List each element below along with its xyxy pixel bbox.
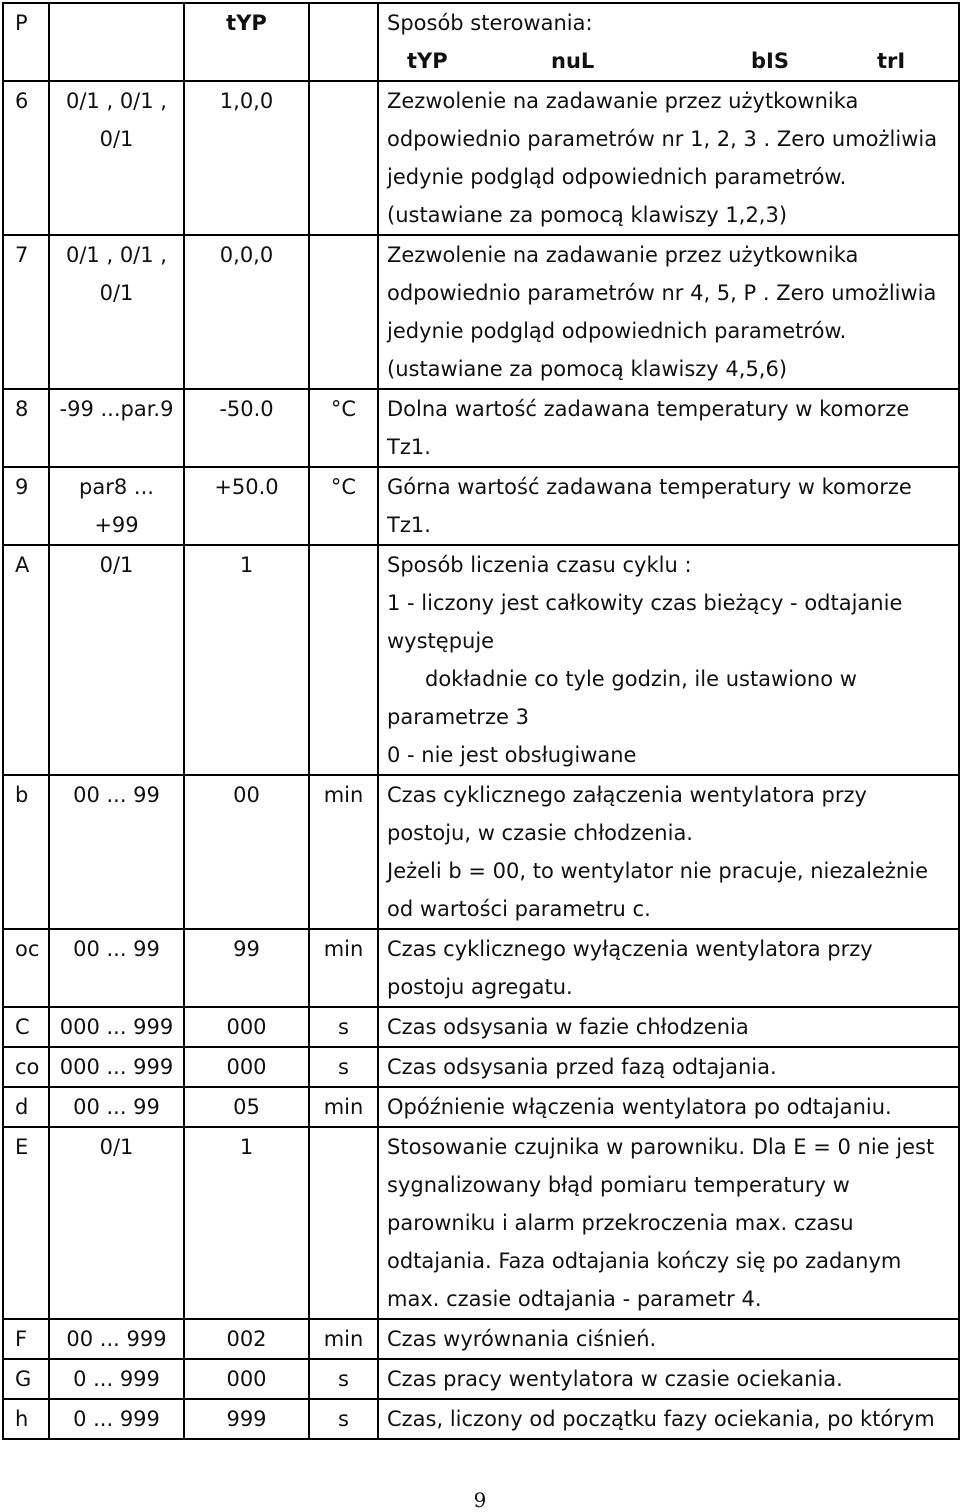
- description-line: Czas odsysania przed fazą odtajania.: [387, 1055, 777, 1079]
- param-description: [378, 81, 959, 235]
- param-range: [49, 1047, 184, 1087]
- range-line: 0/1: [99, 553, 134, 577]
- param-unit: s: [309, 1007, 378, 1047]
- param-range: [49, 1399, 184, 1439]
- mode-nul: nuL: [551, 49, 595, 73]
- description-line: od wartości parametru c.: [387, 897, 651, 921]
- header-row: [3, 3, 959, 81]
- description-line: dokładnie co tyle godzin, ile ustawiono w: [425, 667, 857, 691]
- param-description: [378, 1127, 959, 1319]
- range-line: 00 ... 99: [73, 1095, 160, 1119]
- header-param: P: [3, 3, 49, 81]
- param-range: [49, 929, 184, 1007]
- param-code: G: [3, 1359, 49, 1399]
- description-line: postoju, w czasie chłodzenia.: [387, 821, 693, 845]
- param-code: 7: [3, 235, 49, 389]
- param-description: [378, 1319, 959, 1359]
- param-code: F: [3, 1319, 49, 1359]
- param-unit: [309, 545, 378, 775]
- param-default: 999: [184, 1399, 309, 1439]
- description-line: sygnalizowany błąd pomiaru temperatury w: [387, 1173, 850, 1197]
- table-row: [3, 775, 959, 929]
- param-code: C: [3, 1007, 49, 1047]
- description-line: 1 - liczony jest całkowity czas bieżący - odtajanie: [387, 591, 903, 615]
- range-line: 000 ... 999: [59, 1015, 174, 1039]
- description-line: Opóźnienie włączenia wentylatora po odtajaniu.: [387, 1095, 892, 1119]
- range-line: 0/1: [99, 281, 134, 305]
- header-description-text: Sposób sterowania:: [387, 11, 593, 35]
- header-description: [378, 3, 959, 81]
- param-range: [49, 81, 184, 235]
- param-code: E: [3, 1127, 49, 1319]
- range-line: 0/1 , 0/1 ,: [66, 243, 167, 267]
- param-description: [378, 545, 959, 775]
- param-default: 99: [184, 929, 309, 1007]
- param-range: [49, 1087, 184, 1127]
- description-line: Dolna wartość zadawana temperatury w komorze: [387, 397, 910, 421]
- header-range: [49, 3, 184, 81]
- param-unit: °C: [309, 467, 378, 545]
- param-range: [49, 235, 184, 389]
- description-line: Jeżeli b = 00, to wentylator nie pracuje, niezależnie: [387, 859, 928, 883]
- mode-bis: bIS: [751, 49, 789, 73]
- param-unit: s: [309, 1399, 378, 1439]
- param-unit: min: [309, 929, 378, 1007]
- param-unit: min: [309, 1319, 378, 1359]
- param-description: [378, 929, 959, 1007]
- table-row: [3, 1127, 959, 1319]
- param-default: 05: [184, 1087, 309, 1127]
- table-row: [3, 929, 959, 1007]
- param-default: 00: [184, 775, 309, 929]
- range-line: par8 ...: [79, 475, 154, 499]
- description-line: występuje: [387, 629, 495, 653]
- description-line: max. czasie odtajania - parametr 4.: [387, 1287, 762, 1311]
- range-line: 000 ... 999: [59, 1055, 174, 1079]
- param-description: [378, 1047, 959, 1087]
- param-unit: s: [309, 1047, 378, 1087]
- table-row: [3, 1007, 959, 1047]
- description-line: Czas cyklicznego załączenia wentylatora przy: [387, 783, 867, 807]
- description-line: (ustawiane za pomocą klawiszy 1,2,3): [387, 203, 788, 227]
- param-default: 000: [184, 1007, 309, 1047]
- param-description: [378, 235, 959, 389]
- mode-typ: tYP: [407, 49, 448, 73]
- description-line: odpowiednio parametrów nr 1, 2, 3 . Zero umożliwia: [387, 127, 938, 151]
- description-line: jedynie podgląd odpowiednich parametrów.: [387, 319, 847, 343]
- param-code: b: [3, 775, 49, 929]
- description-line: Sposób liczenia czasu cyklu :: [387, 553, 692, 577]
- page-number: 9: [473, 1488, 487, 1512]
- param-code: 6: [3, 81, 49, 235]
- param-default: 000: [184, 1047, 309, 1087]
- description-line: parowniku i alarm przekroczenia max. czasu: [387, 1211, 854, 1235]
- param-unit: s: [309, 1359, 378, 1399]
- param-code: co: [3, 1047, 49, 1087]
- param-description: [378, 1359, 959, 1399]
- range-line: 0/1: [99, 1135, 134, 1159]
- description-line: odpowiednio parametrów nr 4, 5, P . Zero umożliwia: [387, 281, 937, 305]
- param-description: [378, 1399, 959, 1439]
- param-code: d: [3, 1087, 49, 1127]
- parameter-table: [2, 2, 960, 1440]
- table-row: [3, 1359, 959, 1399]
- param-unit: [309, 235, 378, 389]
- table-row: [3, 467, 959, 545]
- description-line: Tz1.: [387, 435, 431, 459]
- range-line: 0 ... 999: [73, 1407, 160, 1431]
- param-code: oc: [3, 929, 49, 1007]
- description-line: Górna wartość zadawana temperatury w komorze: [387, 475, 912, 499]
- description-line: parametrze 3: [387, 705, 529, 729]
- table-row: [3, 1047, 959, 1087]
- range-line: 0/1 , 0/1 ,: [66, 89, 167, 113]
- param-code: 9: [3, 467, 49, 545]
- description-line: odtajania. Faza odtajania kończy się po zadanym: [387, 1249, 902, 1273]
- param-range: [49, 1127, 184, 1319]
- description-line: Czas pracy wentylatora w czasie ociekania.: [387, 1367, 843, 1391]
- param-default: 1: [184, 545, 309, 775]
- header-default: tYP: [184, 3, 309, 81]
- param-range: [49, 1007, 184, 1047]
- range-line: 0 ... 999: [73, 1367, 160, 1391]
- description-line: 0 - nie jest obsługiwane: [387, 743, 637, 767]
- param-description: [378, 467, 959, 545]
- param-default: 000: [184, 1359, 309, 1399]
- param-description: [378, 389, 959, 467]
- param-range: [49, 775, 184, 929]
- param-default: -50.0: [184, 389, 309, 467]
- param-unit: min: [309, 775, 378, 929]
- table-row: [3, 81, 959, 235]
- param-unit: min: [309, 1087, 378, 1127]
- description-line: Stosowanie czujnika w parowniku. Dla E = 0 nie jest: [387, 1135, 935, 1159]
- range-line: 0/1: [99, 127, 134, 151]
- description-line: Czas, liczony od początku fazy ociekania, po którym: [387, 1407, 935, 1431]
- param-range: [49, 545, 184, 775]
- param-description: [378, 1007, 959, 1047]
- header-unit: [309, 3, 378, 81]
- range-line: 00 ... 99: [73, 937, 160, 961]
- param-range: [49, 1359, 184, 1399]
- param-range: [49, 389, 184, 467]
- param-default: 002: [184, 1319, 309, 1359]
- param-description: [378, 1087, 959, 1127]
- param-default: 0,0,0: [184, 235, 309, 389]
- param-default: +50.0: [184, 467, 309, 545]
- description-line: Czas wyrównania ciśnień.: [387, 1327, 657, 1351]
- table-row: [3, 545, 959, 775]
- table-row: [3, 235, 959, 389]
- param-code: 8: [3, 389, 49, 467]
- range-line: +99: [94, 513, 139, 537]
- param-range: [49, 467, 184, 545]
- description-line: Czas odsysania w fazie chłodzenia: [387, 1015, 749, 1039]
- table-row: [3, 1087, 959, 1127]
- description-line: Tz1.: [387, 513, 431, 537]
- description-line: jedynie podgląd odpowiednich parametrów.: [387, 165, 847, 189]
- param-default: 1: [184, 1127, 309, 1319]
- param-code: h: [3, 1399, 49, 1439]
- param-unit: [309, 1127, 378, 1319]
- range-line: 00 ... 99: [73, 783, 160, 807]
- description-line: (ustawiane za pomocą klawiszy 4,5,6): [387, 357, 788, 381]
- mode-tri: trI: [877, 49, 906, 73]
- param-description: [378, 775, 959, 929]
- description-line: postoju agregatu.: [387, 975, 573, 999]
- table-row: [3, 389, 959, 467]
- description-line: Czas cyklicznego wyłączenia wentylatora przy: [387, 937, 873, 961]
- mode-list: [387, 42, 958, 80]
- param-unit: [309, 81, 378, 235]
- description-line: Zezwolenie na zadawanie przez użytkownika: [387, 243, 859, 267]
- param-range: [49, 1319, 184, 1359]
- param-code: A: [3, 545, 49, 775]
- range-line: -99 ...par.9: [59, 397, 174, 421]
- table-row: [3, 1319, 959, 1359]
- param-unit: °C: [309, 389, 378, 467]
- range-line: 00 ... 999: [66, 1327, 167, 1351]
- table-row: [3, 1399, 959, 1439]
- param-default: 1,0,0: [184, 81, 309, 235]
- description-line: Zezwolenie na zadawanie przez użytkownika: [387, 89, 859, 113]
